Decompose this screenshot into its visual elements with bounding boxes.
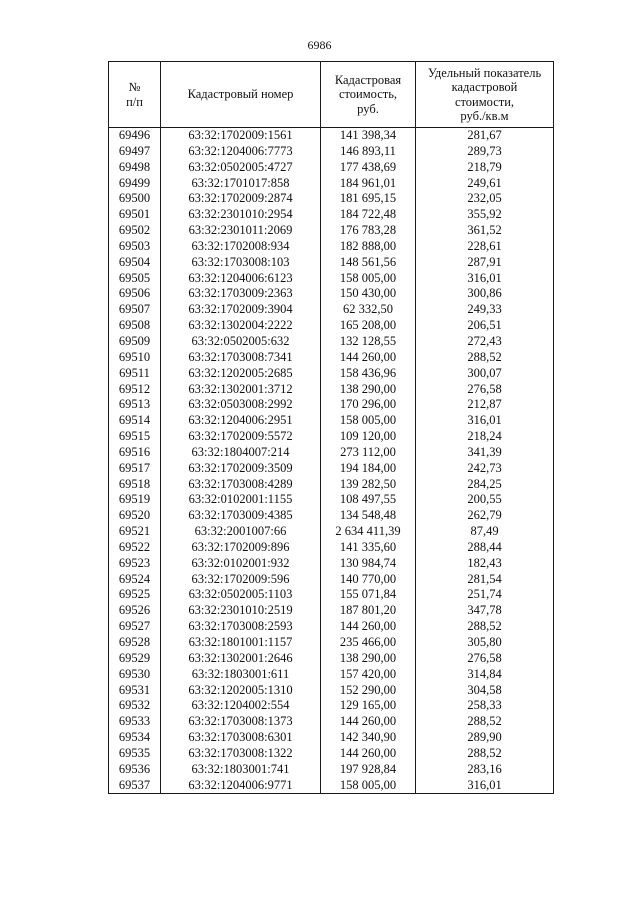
cadastral-value-cell: 138 290,00 (321, 382, 416, 398)
table-row (109, 334, 554, 350)
row-number-cell: 69517 (109, 461, 161, 477)
cadastral-value-cell: 138 290,00 (321, 651, 416, 667)
cadastral-number-cell: 63:32:1204006:6123 (161, 271, 321, 287)
cadastral-number-cell: 63:32:1302001:3712 (161, 382, 321, 398)
specific-index-cell: 304,58 (416, 683, 554, 699)
cadastral-number-cell: 63:32:1703008:1373 (161, 714, 321, 730)
cadastral-number-cell: 63:32:1702009:896 (161, 540, 321, 556)
row-number-cell: 69498 (109, 160, 161, 176)
table-body (109, 128, 554, 794)
table-row (109, 144, 554, 160)
table-row (109, 477, 554, 493)
cadastral-value-cell: 144 260,00 (321, 714, 416, 730)
cadastral-value-cell: 139 282,50 (321, 477, 416, 493)
table-row (109, 413, 554, 429)
row-number-cell: 69529 (109, 651, 161, 667)
cadastral-number-cell: 63:32:1703008:1322 (161, 746, 321, 762)
header-cadastral-number: Кадастровый номер (161, 62, 321, 128)
table-row (109, 255, 554, 271)
table-row (109, 176, 554, 192)
row-number-cell: 69499 (109, 176, 161, 192)
row-number-cell: 69535 (109, 746, 161, 762)
cadastral-value-cell: 150 430,00 (321, 286, 416, 302)
cadastral-value-table (108, 61, 554, 794)
specific-index-cell: 232,05 (416, 191, 554, 207)
cadastral-value-cell: 157 420,00 (321, 667, 416, 683)
cadastral-number-cell: 63:32:1202005:1310 (161, 683, 321, 699)
specific-index-cell: 288,52 (416, 714, 554, 730)
cadastral-number-cell: 63:32:1302004:2222 (161, 318, 321, 334)
cadastral-number-cell: 63:32:1703009:2363 (161, 286, 321, 302)
table-row (109, 128, 554, 144)
cadastral-value-cell: 155 071,84 (321, 587, 416, 603)
cadastral-value-cell: 146 893,11 (321, 144, 416, 160)
row-number-cell: 69497 (109, 144, 161, 160)
table-row (109, 461, 554, 477)
cadastral-value-cell: 187 801,20 (321, 603, 416, 619)
cadastral-number-cell: 63:32:0102001:1155 (161, 492, 321, 508)
cadastral-number-cell: 63:32:1702009:5572 (161, 429, 321, 445)
cadastral-value-cell: 140 770,00 (321, 572, 416, 588)
specific-index-cell: 281,54 (416, 572, 554, 588)
cadastral-value-cell: 194 184,00 (321, 461, 416, 477)
row-number-cell: 69501 (109, 207, 161, 223)
specific-index-cell: 276,58 (416, 382, 554, 398)
cadastral-number-cell: 63:32:1204002:554 (161, 698, 321, 714)
cadastral-value-cell: 132 128,55 (321, 334, 416, 350)
cadastral-number-cell: 63:32:1202005:2685 (161, 366, 321, 382)
table-row (109, 350, 554, 366)
row-number-cell: 69531 (109, 683, 161, 699)
cadastral-value-cell: 141 335,60 (321, 540, 416, 556)
row-number-cell: 69530 (109, 667, 161, 683)
specific-index-cell: 300,86 (416, 286, 554, 302)
row-number-cell: 69503 (109, 239, 161, 255)
specific-index-cell: 87,49 (416, 524, 554, 540)
row-number-cell: 69510 (109, 350, 161, 366)
row-number-cell: 69525 (109, 587, 161, 603)
specific-index-cell: 249,61 (416, 176, 554, 192)
row-number-cell: 69534 (109, 730, 161, 746)
specific-index-cell: 218,79 (416, 160, 554, 176)
row-number-cell: 69537 (109, 778, 161, 794)
cadastral-number-cell: 63:32:0102001:932 (161, 556, 321, 572)
row-number-cell: 69508 (109, 318, 161, 334)
cadastral-value-cell: 109 120,00 (321, 429, 416, 445)
cadastral-number-cell: 63:32:2301010:2954 (161, 207, 321, 223)
cadastral-number-cell: 63:32:0502005:632 (161, 334, 321, 350)
cadastral-value-cell: 2 634 411,39 (321, 524, 416, 540)
cadastral-number-cell: 63:32:1703008:6301 (161, 730, 321, 746)
cadastral-value-cell: 144 260,00 (321, 619, 416, 635)
cadastral-number-cell: 63:32:1703008:7341 (161, 350, 321, 366)
row-number-cell: 69521 (109, 524, 161, 540)
cadastral-value-cell: 62 332,50 (321, 302, 416, 318)
specific-index-cell: 281,67 (416, 128, 554, 144)
cadastral-number-cell: 63:32:1703008:103 (161, 255, 321, 271)
row-number-cell: 69511 (109, 366, 161, 382)
cadastral-number-cell: 63:32:1702009:3904 (161, 302, 321, 318)
cadastral-number-cell: 63:32:1702009:596 (161, 572, 321, 588)
cadastral-value-cell: 182 888,00 (321, 239, 416, 255)
specific-index-cell: 258,33 (416, 698, 554, 714)
specific-index-cell: 288,52 (416, 746, 554, 762)
table-row (109, 603, 554, 619)
row-number-cell: 69496 (109, 128, 161, 144)
table-row (109, 492, 554, 508)
table-row (109, 207, 554, 223)
cadastral-value-cell: 108 497,55 (321, 492, 416, 508)
row-number-cell: 69505 (109, 271, 161, 287)
table-row (109, 382, 554, 398)
cadastral-value-cell: 152 290,00 (321, 683, 416, 699)
row-number-cell: 69528 (109, 635, 161, 651)
cadastral-number-cell: 63:32:0503008:2992 (161, 397, 321, 413)
specific-index-cell: 300,07 (416, 366, 554, 382)
cadastral-number-cell: 63:32:2301011:2069 (161, 223, 321, 239)
cadastral-number-cell: 63:32:1204006:9771 (161, 778, 321, 794)
cadastral-value-cell: 158 005,00 (321, 271, 416, 287)
row-number-cell: 69520 (109, 508, 161, 524)
cadastral-value-cell: 144 260,00 (321, 746, 416, 762)
table-row (109, 318, 554, 334)
table-row (109, 746, 554, 762)
cadastral-number-cell: 63:32:1703008:2593 (161, 619, 321, 635)
table-row (109, 271, 554, 287)
specific-index-cell: 361,52 (416, 223, 554, 239)
row-number-cell: 69524 (109, 572, 161, 588)
row-number-cell: 69522 (109, 540, 161, 556)
row-number-cell: 69532 (109, 698, 161, 714)
specific-index-cell: 206,51 (416, 318, 554, 334)
row-number-cell: 69500 (109, 191, 161, 207)
specific-index-cell: 287,91 (416, 255, 554, 271)
row-number-cell: 69527 (109, 619, 161, 635)
header-specific-index: Удельный показатель кадастровой стоимости, руб./кв.м (416, 62, 554, 128)
specific-index-cell: 288,52 (416, 619, 554, 635)
specific-index-cell: 218,24 (416, 429, 554, 445)
cadastral-value-cell: 144 260,00 (321, 350, 416, 366)
table-row (109, 683, 554, 699)
table-row (109, 223, 554, 239)
table-row (109, 587, 554, 603)
table-header-row (109, 62, 554, 128)
cadastral-number-cell: 63:32:0502005:4727 (161, 160, 321, 176)
row-number-cell: 69509 (109, 334, 161, 350)
row-number-cell: 69518 (109, 477, 161, 493)
cadastral-value-cell: 197 928,84 (321, 762, 416, 778)
cadastral-value-cell: 184 961,01 (321, 176, 416, 192)
cadastral-number-cell: 63:32:1803001:611 (161, 667, 321, 683)
table-row (109, 524, 554, 540)
cadastral-value-cell: 158 005,00 (321, 413, 416, 429)
row-number-cell: 69519 (109, 492, 161, 508)
table-row (109, 698, 554, 714)
row-number-cell: 69514 (109, 413, 161, 429)
cadastral-number-cell: 63:32:1302001:2646 (161, 651, 321, 667)
specific-index-cell: 341,39 (416, 445, 554, 461)
cadastral-value-cell: 165 208,00 (321, 318, 416, 334)
cadastral-value-cell: 273 112,00 (321, 445, 416, 461)
cadastral-value-cell: 142 340,90 (321, 730, 416, 746)
cadastral-value-cell: 181 695,15 (321, 191, 416, 207)
cadastral-number-cell: 63:32:1804007:214 (161, 445, 321, 461)
cadastral-value-cell: 158 005,00 (321, 778, 416, 794)
cadastral-value-cell: 141 398,34 (321, 128, 416, 144)
cadastral-number-cell: 63:32:1204006:7773 (161, 144, 321, 160)
table-row (109, 540, 554, 556)
specific-index-cell: 200,55 (416, 492, 554, 508)
specific-index-cell: 355,92 (416, 207, 554, 223)
row-number-cell: 69536 (109, 762, 161, 778)
table-row (109, 302, 554, 318)
table-row (109, 366, 554, 382)
cadastral-value-cell: 184 722,48 (321, 207, 416, 223)
table-row (109, 445, 554, 461)
cadastral-number-cell: 63:32:1702008:934 (161, 239, 321, 255)
cadastral-number-cell: 63:32:1801001:1157 (161, 635, 321, 651)
table-row (109, 160, 554, 176)
table-row (109, 572, 554, 588)
cadastral-value-cell: 129 165,00 (321, 698, 416, 714)
specific-index-cell: 228,61 (416, 239, 554, 255)
row-number-cell: 69516 (109, 445, 161, 461)
specific-index-cell: 272,43 (416, 334, 554, 350)
table-row (109, 619, 554, 635)
cadastral-value-cell: 235 466,00 (321, 635, 416, 651)
table-row (109, 191, 554, 207)
specific-index-cell: 288,44 (416, 540, 554, 556)
row-number-cell: 69504 (109, 255, 161, 271)
specific-index-cell: 305,80 (416, 635, 554, 651)
table-row (109, 730, 554, 746)
specific-index-cell: 314,84 (416, 667, 554, 683)
cadastral-value-cell: 158 436,96 (321, 366, 416, 382)
specific-index-cell: 347,78 (416, 603, 554, 619)
row-number-cell: 69513 (109, 397, 161, 413)
table-row (109, 714, 554, 730)
table-row (109, 239, 554, 255)
cadastral-number-cell: 63:32:1702009:3509 (161, 461, 321, 477)
cadastral-value-cell: 177 438,69 (321, 160, 416, 176)
specific-index-cell: 182,43 (416, 556, 554, 572)
cadastral-value-cell: 170 296,00 (321, 397, 416, 413)
header-cadastral-value: Кадастровая стоимость, руб. (321, 62, 416, 128)
cadastral-number-cell: 63:32:1204006:2951 (161, 413, 321, 429)
row-number-cell: 69523 (109, 556, 161, 572)
table-row (109, 429, 554, 445)
cadastral-number-cell: 63:32:1703009:4385 (161, 508, 321, 524)
cadastral-number-cell: 63:32:1702009:1561 (161, 128, 321, 144)
cadastral-value-cell: 130 984,74 (321, 556, 416, 572)
table-row (109, 397, 554, 413)
specific-index-cell: 289,73 (416, 144, 554, 160)
row-number-cell: 69512 (109, 382, 161, 398)
specific-index-cell: 249,33 (416, 302, 554, 318)
cadastral-value-cell: 148 561,56 (321, 255, 416, 271)
header-row-number: № п/п (109, 62, 161, 128)
cadastral-number-cell: 63:32:2301010:2519 (161, 603, 321, 619)
cadastral-value-cell: 134 548,48 (321, 508, 416, 524)
specific-index-cell: 242,73 (416, 461, 554, 477)
cadastral-number-cell: 63:32:1803001:741 (161, 762, 321, 778)
specific-index-cell: 284,25 (416, 477, 554, 493)
specific-index-cell: 288,52 (416, 350, 554, 366)
table-row (109, 762, 554, 778)
specific-index-cell: 289,90 (416, 730, 554, 746)
specific-index-cell: 251,74 (416, 587, 554, 603)
cadastral-number-cell: 63:32:1701017:858 (161, 176, 321, 192)
table-row (109, 778, 554, 794)
table-row (109, 556, 554, 572)
specific-index-cell: 212,87 (416, 397, 554, 413)
row-number-cell: 69533 (109, 714, 161, 730)
table-row (109, 651, 554, 667)
row-number-cell: 69526 (109, 603, 161, 619)
row-number-cell: 69502 (109, 223, 161, 239)
specific-index-cell: 316,01 (416, 271, 554, 287)
table-row (109, 286, 554, 302)
specific-index-cell: 276,58 (416, 651, 554, 667)
table-row (109, 508, 554, 524)
row-number-cell: 69506 (109, 286, 161, 302)
row-number-cell: 69515 (109, 429, 161, 445)
cadastral-number-cell: 63:32:0502005:1103 (161, 587, 321, 603)
cadastral-number-cell: 63:32:1702009:2874 (161, 191, 321, 207)
specific-index-cell: 262,79 (416, 508, 554, 524)
specific-index-cell: 316,01 (416, 413, 554, 429)
specific-index-cell: 316,01 (416, 778, 554, 794)
table-row (109, 667, 554, 683)
row-number-cell: 69507 (109, 302, 161, 318)
cadastral-value-cell: 176 783,28 (321, 223, 416, 239)
page-number: 6986 (307, 38, 332, 52)
cadastral-number-cell: 63:32:2001007:66 (161, 524, 321, 540)
table-row (109, 635, 554, 651)
cadastral-number-cell: 63:32:1703008:4289 (161, 477, 321, 493)
specific-index-cell: 283,16 (416, 762, 554, 778)
